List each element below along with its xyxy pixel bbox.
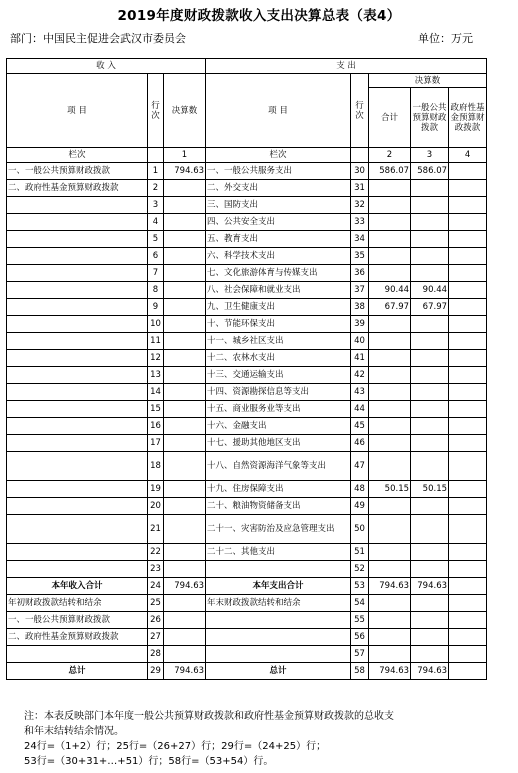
income-item: 本年收入合计 <box>7 578 148 595</box>
expense-gov-fund <box>449 452 487 481</box>
income-item <box>7 367 148 384</box>
expense-item: 五、教育支出 <box>206 231 351 248</box>
income-amount: 794.63 <box>164 578 206 595</box>
expense-line-no: 54 <box>351 595 369 612</box>
income-line-no: 20 <box>148 498 164 515</box>
income-line-no: 23 <box>148 561 164 578</box>
expense-line-no: 34 <box>351 231 369 248</box>
expense-gov-fund <box>449 384 487 401</box>
expense-line-no: 53 <box>351 578 369 595</box>
expense-gov-fund <box>449 231 487 248</box>
income-line-no: 22 <box>148 544 164 561</box>
expense-line-no: 49 <box>351 498 369 515</box>
expense-line-no: 39 <box>351 316 369 333</box>
table-row <box>7 265 487 282</box>
expense-total <box>369 367 411 384</box>
table-row <box>7 333 487 350</box>
income-item <box>7 515 148 544</box>
expense-general-budget <box>411 646 449 663</box>
expense-item <box>206 629 351 646</box>
expense-gov-fund <box>449 333 487 350</box>
table-row <box>7 629 487 646</box>
expense-gov-fund <box>449 180 487 197</box>
income-line-no: 6 <box>148 248 164 265</box>
income-line-no: 29 <box>148 663 164 680</box>
table-row <box>7 282 487 299</box>
table-row <box>7 299 487 316</box>
income-item <box>7 282 148 299</box>
expense-item: 年末财政拨款结转和结余 <box>206 595 351 612</box>
table-row <box>7 515 487 544</box>
expense-item: 三、国防支出 <box>206 197 351 214</box>
income-line-no: 16 <box>148 418 164 435</box>
income-item: 年初财政拨款结转和结余 <box>7 595 148 612</box>
expense-total <box>369 401 411 418</box>
expense-general-budget <box>411 180 449 197</box>
income-line-no: 19 <box>148 481 164 498</box>
expense-gov-fund <box>449 316 487 333</box>
expense-item: 十九、住房保障支出 <box>206 481 351 498</box>
table-row <box>7 612 487 629</box>
expense-item: 总计 <box>206 663 351 680</box>
expense-line-no: 50 <box>351 515 369 544</box>
income-amount: 794.63 <box>164 163 206 180</box>
total-header: 合计 <box>369 88 411 148</box>
income-line-no: 12 <box>148 350 164 367</box>
income-line-no: 27 <box>148 629 164 646</box>
expense-line-no: 37 <box>351 282 369 299</box>
income-amount <box>164 646 206 663</box>
table-row <box>7 435 487 452</box>
expense-gov-fund <box>449 498 487 515</box>
expense-general-budget <box>411 367 449 384</box>
expense-gov-fund <box>449 561 487 578</box>
expense-total <box>369 612 411 629</box>
expense-general-budget <box>411 401 449 418</box>
expense-general-budget <box>411 498 449 515</box>
expense-item: 十、节能环保支出 <box>206 316 351 333</box>
expense-total <box>369 214 411 231</box>
income-line-no: 2 <box>148 180 164 197</box>
expense-line-no: 57 <box>351 646 369 663</box>
expense-item: 十一、城乡社区支出 <box>206 333 351 350</box>
expense-gov-fund <box>449 163 487 180</box>
expense-total <box>369 595 411 612</box>
income-amount <box>164 180 206 197</box>
expense-general-budget <box>411 418 449 435</box>
expense-total: 794.63 <box>369 578 411 595</box>
expense-line-no: 36 <box>351 265 369 282</box>
expense-general-budget <box>411 333 449 350</box>
income-line-no: 1 <box>148 163 164 180</box>
expense-item: 十四、资源勘探信息等支出 <box>206 384 351 401</box>
footnote-line-4: 53行=（30+31+…+51）行；58行=（53+54）行。 <box>24 756 274 767</box>
expense-line-no: 55 <box>351 612 369 629</box>
col-empty-2 <box>351 148 369 163</box>
expense-general-budget: 50.15 <box>411 481 449 498</box>
expense-total: 90.44 <box>369 282 411 299</box>
income-amount: 794.63 <box>164 663 206 680</box>
table-row <box>7 214 487 231</box>
table-row <box>7 663 487 680</box>
income-amount <box>164 498 206 515</box>
expense-total: 67.97 <box>369 299 411 316</box>
income-line-no: 25 <box>148 595 164 612</box>
expense-general-budget: 586.07 <box>411 163 449 180</box>
expense-gov-fund <box>449 401 487 418</box>
expense-gov-fund <box>449 248 487 265</box>
income-line-no: 8 <box>148 282 164 299</box>
income-item <box>7 265 148 282</box>
expense-gov-fund <box>449 197 487 214</box>
expense-gov-fund <box>449 595 487 612</box>
table-row <box>7 231 487 248</box>
expense-gov-fund <box>449 367 487 384</box>
expense-total <box>369 561 411 578</box>
footnote-line-2: 和年末结转结余情况。 <box>24 726 124 737</box>
table-row <box>7 561 487 578</box>
col-label-expense: 栏次 <box>206 148 351 163</box>
footnote <box>24 709 514 769</box>
expense-general-budget <box>411 384 449 401</box>
expense-line-no: 33 <box>351 214 369 231</box>
expense-header: 支 出 <box>206 59 487 74</box>
expense-line-no: 46 <box>351 435 369 452</box>
expense-line-no: 47 <box>351 452 369 481</box>
income-item: 总计 <box>7 663 148 680</box>
income-line-no: 11 <box>148 333 164 350</box>
expense-item: 二、外交支出 <box>206 180 351 197</box>
income-item <box>7 481 148 498</box>
expense-gov-fund <box>449 481 487 498</box>
expense-gov-fund <box>449 265 487 282</box>
expense-item: 十七、援助其他地区支出 <box>206 435 351 452</box>
expense-general-budget: 794.63 <box>411 578 449 595</box>
income-line-no: 7 <box>148 265 164 282</box>
table-row <box>7 578 487 595</box>
income-amount <box>164 544 206 561</box>
expense-item: 十三、交通运输支出 <box>206 367 351 384</box>
expense-total <box>369 629 411 646</box>
income-item <box>7 646 148 663</box>
expense-general-budget <box>411 544 449 561</box>
expense-gov-fund <box>449 299 487 316</box>
expense-general-budget <box>411 231 449 248</box>
income-amount <box>164 333 206 350</box>
expense-total: 794.63 <box>369 663 411 680</box>
expense-item: 七、文化旅游体育与传媒支出 <box>206 265 351 282</box>
income-line-no: 15 <box>148 401 164 418</box>
income-amount <box>164 384 206 401</box>
expense-item <box>206 561 351 578</box>
income-item <box>7 544 148 561</box>
expense-gov-fund <box>449 214 487 231</box>
income-item <box>7 299 148 316</box>
gov-fund-header: 政府性基金预算财政拨款 <box>449 88 487 148</box>
expense-total <box>369 197 411 214</box>
income-line-no: 24 <box>148 578 164 595</box>
expense-gov-fund <box>449 612 487 629</box>
expense-line-no: 38 <box>351 299 369 316</box>
col-empty <box>148 148 164 163</box>
table-row <box>7 595 487 612</box>
expense-line-no: 42 <box>351 367 369 384</box>
expense-line-no: 44 <box>351 401 369 418</box>
expense-gov-fund <box>449 544 487 561</box>
income-item <box>7 350 148 367</box>
department-label: 部门：中国民主促进会武汉市委员会 <box>10 32 186 45</box>
expense-total <box>369 498 411 515</box>
income-item <box>7 384 148 401</box>
income-line-no: 21 <box>148 515 164 544</box>
expense-total: 50.15 <box>369 481 411 498</box>
page-title: 2019年度财政拨款收入支出决算总表（表4） <box>117 8 401 24</box>
expense-total <box>369 180 411 197</box>
income-item <box>7 248 148 265</box>
expense-general-budget <box>411 316 449 333</box>
expense-total <box>369 333 411 350</box>
expense-item: 十六、金融支出 <box>206 418 351 435</box>
expense-line-no: 51 <box>351 544 369 561</box>
col-1: 1 <box>164 148 206 163</box>
income-line-header: 行次 <box>148 74 164 148</box>
expense-total <box>369 515 411 544</box>
expense-gov-fund <box>449 646 487 663</box>
income-line-no: 26 <box>148 612 164 629</box>
table-row <box>7 367 487 384</box>
expense-item: 六、科学技术支出 <box>206 248 351 265</box>
income-line-no: 10 <box>148 316 164 333</box>
table-row <box>7 401 487 418</box>
income-line-no: 3 <box>148 197 164 214</box>
expense-gov-fund <box>449 350 487 367</box>
expense-general-budget <box>411 612 449 629</box>
expense-general-budget: 90.44 <box>411 282 449 299</box>
expense-total <box>369 316 411 333</box>
expense-total <box>369 418 411 435</box>
expense-general-budget: 794.63 <box>411 663 449 680</box>
expense-total <box>369 435 411 452</box>
income-line-no: 17 <box>148 435 164 452</box>
expense-general-budget <box>411 629 449 646</box>
col-4: 4 <box>449 148 487 163</box>
income-item <box>7 214 148 231</box>
expense-line-no: 43 <box>351 384 369 401</box>
expense-general-budget <box>411 595 449 612</box>
income-line-no: 4 <box>148 214 164 231</box>
income-amount <box>164 282 206 299</box>
income-amount <box>164 561 206 578</box>
income-item <box>7 498 148 515</box>
expense-general-budget <box>411 214 449 231</box>
expense-general-budget <box>411 265 449 282</box>
table-row <box>7 316 487 333</box>
expense-total <box>369 544 411 561</box>
expense-gov-fund <box>449 629 487 646</box>
expense-gov-fund <box>449 663 487 680</box>
income-item: 二、政府性基金预算财政拨款 <box>7 629 148 646</box>
expense-line-no: 30 <box>351 163 369 180</box>
table-row <box>7 481 487 498</box>
expense-item: 十八、自然资源海洋气象等支出 <box>206 452 351 481</box>
income-line-no: 18 <box>148 452 164 481</box>
income-item-header: 项 目 <box>7 74 148 148</box>
expense-item: 一、一般公共服务支出 <box>206 163 351 180</box>
expense-general-budget <box>411 350 449 367</box>
income-amount <box>164 629 206 646</box>
income-amount <box>164 435 206 452</box>
budget-table <box>6 58 487 680</box>
income-line-no: 5 <box>148 231 164 248</box>
expense-line-no: 45 <box>351 418 369 435</box>
expense-gov-fund <box>449 282 487 299</box>
income-amount <box>164 265 206 282</box>
income-amount <box>164 350 206 367</box>
expense-gov-fund <box>449 418 487 435</box>
expense-item: 十二、农林水支出 <box>206 350 351 367</box>
income-line-no: 9 <box>148 299 164 316</box>
expense-gov-fund <box>449 515 487 544</box>
table-row <box>7 544 487 561</box>
income-header: 收 入 <box>7 59 206 74</box>
table-row <box>7 180 487 197</box>
expense-item: 九、卫生健康支出 <box>206 299 351 316</box>
expense-general-budget <box>411 561 449 578</box>
income-amount <box>164 515 206 544</box>
income-item <box>7 435 148 452</box>
footnote-line-3: 24行=（1+2）行；25行=（26+27）行；29行=（24+25）行； <box>24 741 327 752</box>
expense-total <box>369 248 411 265</box>
income-amount <box>164 316 206 333</box>
expense-item: 八、社会保障和就业支出 <box>206 282 351 299</box>
income-amount <box>164 401 206 418</box>
income-item <box>7 316 148 333</box>
expense-item-header: 项 目 <box>206 74 351 148</box>
income-item: 一、一般公共预算财政拨款 <box>7 163 148 180</box>
expense-total <box>369 452 411 481</box>
income-amount <box>164 452 206 481</box>
expense-gov-fund <box>449 435 487 452</box>
table-row <box>7 384 487 401</box>
col-3: 3 <box>411 148 449 163</box>
expense-item: 二十、粮油物资储备支出 <box>206 498 351 515</box>
expense-item <box>206 646 351 663</box>
expense-general-budget <box>411 248 449 265</box>
expense-total <box>369 265 411 282</box>
expense-line-no: 32 <box>351 197 369 214</box>
table-row <box>7 350 487 367</box>
expense-total <box>369 384 411 401</box>
income-item: 二、政府性基金预算财政拨款 <box>7 180 148 197</box>
expense-line-no: 31 <box>351 180 369 197</box>
expense-general-budget <box>411 452 449 481</box>
income-amount <box>164 418 206 435</box>
col-2: 2 <box>369 148 411 163</box>
expense-line-no: 48 <box>351 481 369 498</box>
footnote-line-1: 注：本表反映部门本年度一般公共预算财政拨款和政府性基金预算财政拨款的总收支 <box>24 711 394 722</box>
table-row <box>7 163 487 180</box>
expense-item: 二十一、灾害防治及应急管理支出 <box>206 515 351 544</box>
income-item <box>7 231 148 248</box>
income-amount <box>164 231 206 248</box>
expense-line-no: 35 <box>351 248 369 265</box>
expense-item: 四、公共安全支出 <box>206 214 351 231</box>
expense-general-budget: 67.97 <box>411 299 449 316</box>
income-amount-header: 决算数 <box>164 74 206 148</box>
expense-total <box>369 231 411 248</box>
general-budget-header: 一般公共预算财政拨款 <box>411 88 449 148</box>
expense-general-budget <box>411 515 449 544</box>
expense-general-budget <box>411 435 449 452</box>
income-amount <box>164 248 206 265</box>
unit-label: 单位：万元 <box>418 32 473 45</box>
income-amount <box>164 595 206 612</box>
table-row <box>7 498 487 515</box>
table-row <box>7 452 487 481</box>
income-item <box>7 197 148 214</box>
income-item <box>7 401 148 418</box>
expense-gov-fund <box>449 578 487 595</box>
income-item <box>7 561 148 578</box>
income-item: 一、一般公共预算财政拨款 <box>7 612 148 629</box>
expense-total <box>369 646 411 663</box>
expense-line-no: 52 <box>351 561 369 578</box>
expense-item: 十五、商业服务业等支出 <box>206 401 351 418</box>
expense-item <box>206 612 351 629</box>
expense-line-header: 行次 <box>351 74 369 148</box>
expense-line-no: 56 <box>351 629 369 646</box>
income-line-no: 14 <box>148 384 164 401</box>
table-row <box>7 197 487 214</box>
expense-amount-header: 决算数 <box>369 74 487 88</box>
income-item <box>7 333 148 350</box>
table-row <box>7 418 487 435</box>
income-line-no: 13 <box>148 367 164 384</box>
income-amount <box>164 367 206 384</box>
expense-total <box>369 350 411 367</box>
income-amount <box>164 612 206 629</box>
expense-item: 二十二、其他支出 <box>206 544 351 561</box>
expense-line-no: 58 <box>351 663 369 680</box>
col-label-income: 栏次 <box>7 148 148 163</box>
expense-line-no: 41 <box>351 350 369 367</box>
income-line-no: 28 <box>148 646 164 663</box>
table-row <box>7 646 487 663</box>
table-row <box>7 248 487 265</box>
income-item <box>7 418 148 435</box>
expense-line-no: 40 <box>351 333 369 350</box>
expense-total: 586.07 <box>369 163 411 180</box>
income-item <box>7 452 148 481</box>
income-amount <box>164 481 206 498</box>
expense-item: 本年支出合计 <box>206 578 351 595</box>
income-amount <box>164 299 206 316</box>
income-amount <box>164 214 206 231</box>
income-amount <box>164 197 206 214</box>
expense-general-budget <box>411 197 449 214</box>
